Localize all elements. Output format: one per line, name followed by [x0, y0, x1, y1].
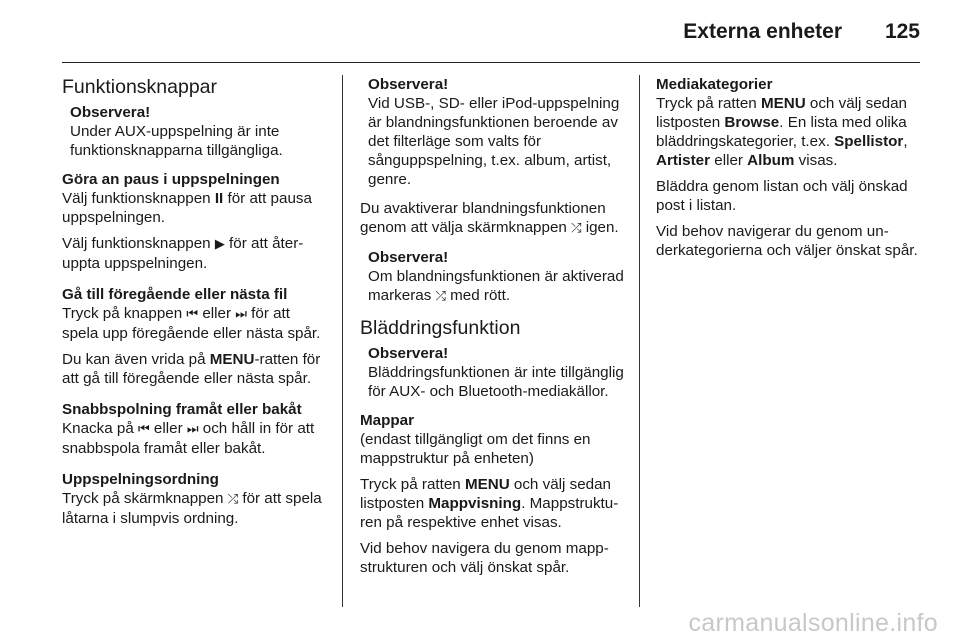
- watermark: carmanualsonline.info: [688, 609, 938, 637]
- subheading-folders: Mappar: [360, 412, 415, 429]
- heading-browse: Bläddringsfunktion: [360, 317, 521, 339]
- note-text: Bläddringsfunktionen är inte tillgänglig för AUX- och Bluetooth-mediakällor.: [368, 364, 624, 400]
- menu-key: MENU: [209, 351, 255, 368]
- section-title: Externa enheter: [683, 20, 842, 43]
- note-text: Under AUX-uppspelning är inte funktionsknapparna tillgängliga.: [70, 123, 283, 159]
- paragraph-folders-2: Tryck på ratten MENU och välj sedan listposten Mappvisning. Mappstrukturen på respektive enhet visas.: [360, 476, 619, 531]
- paragraph-folders-3: Vid behov navigera du genom mappstrukturen och välj önskat spår.: [360, 540, 609, 576]
- subheading-media: Mediakategorier: [656, 76, 773, 93]
- paragraph-media-2: Bläddra genom listan och välj önskad post i listan.: [656, 178, 908, 214]
- column-divider-1: [342, 75, 343, 607]
- column-2: [360, 75, 624, 584]
- subheading-fastforward: Snabbspolning framåt eller bakåt: [62, 401, 302, 418]
- paragraph-folders-1: (endast tillgängligt om det finns en mappstruktur på enheten): [360, 431, 591, 467]
- next-track-icon: ⏭: [235, 307, 247, 322]
- artists-key: Artister: [656, 152, 711, 169]
- heading-funktionsknappar: Funktionsknappar: [62, 76, 218, 98]
- paragraph-fastforward: Knacka på ⏮ eller ⏭ och håll in för att snabbspola framåt eller bakåt.: [62, 420, 315, 457]
- paragraph-order: Tryck på skärmknappen ⤮ för att spela låtarna i slumpvis ordning.: [62, 490, 322, 527]
- next-track-icon: ⏭: [186, 422, 199, 437]
- note-shuffle-red: [368, 248, 624, 306]
- note-label: Observera!: [70, 104, 151, 121]
- paragraph-media-3: Vid behov navigerar du genom underkategorierna och väljer önskat spår.: [656, 223, 918, 259]
- note-browse: [368, 344, 624, 401]
- note-shuffle-filter: [368, 75, 624, 189]
- paragraph-track-2: Du kan även vrida på MENU-ratten för att gå till föregående eller nästa spår.: [62, 351, 321, 387]
- browse-key: Browse: [724, 114, 780, 131]
- previous-track-icon: ⏮: [138, 422, 150, 437]
- previous-track-icon: ⏮: [186, 307, 199, 322]
- note-label: Observera!: [368, 249, 449, 266]
- column-1: [62, 75, 326, 535]
- paragraph-resume: Välj funktionsknappen ▶ för att återuppta uppspelningen.: [62, 235, 304, 272]
- note-label: Observera!: [368, 76, 449, 93]
- page-header: [0, 0, 960, 62]
- album-key: Album: [747, 152, 795, 169]
- playlists-key: Spellistor: [834, 133, 904, 150]
- pause-key: II: [214, 190, 224, 207]
- subheading-order: Uppspelningsordning: [62, 471, 219, 488]
- paragraph-deactivate: Du avaktiverar blandningsfunktionen genom att välja skärmknappen ⤮ igen.: [360, 200, 619, 236]
- column-3: [656, 75, 920, 267]
- header-divider: [62, 62, 920, 63]
- subheading-pause: Göra an paus i uppspelningen: [62, 171, 280, 188]
- note-aux: [70, 103, 326, 160]
- shuffle-icon: ⤮: [227, 492, 239, 507]
- note-text: Om blandningsfunktionen är aktiverad markeras ⤮ med rött.: [368, 268, 624, 304]
- play-icon: ▶: [214, 237, 225, 252]
- paragraph-media-1: Tryck på ratten MENU och välj sedan listposten Browse. En lista med olika bläddringskategorier, t.ex. Spellistor, Artister eller Album visas.: [656, 95, 908, 169]
- note-label: Observera!: [368, 345, 449, 362]
- menu-key: MENU: [760, 95, 806, 112]
- folder-view-key: Mappvisning: [428, 495, 522, 512]
- shuffle-icon: ⤮: [571, 221, 582, 236]
- page-number: 125: [884, 20, 920, 43]
- menu-key: MENU: [464, 476, 510, 493]
- shuffle-icon: ⤮: [435, 289, 446, 304]
- note-text: Vid USB-, SD- eller iPod-uppspelning är blandningsfunktionen beroende av det filterläge som valts för sånguppspelning, t.ex. album, artist, genre.: [368, 95, 620, 188]
- subheading-track: Gå till föregående eller nästa fil: [62, 286, 288, 303]
- paragraph-pause: Välj funktionsknappen II för att pausa uppspelningen.: [62, 190, 312, 226]
- column-divider-2: [639, 75, 640, 607]
- paragraph-track-1: Tryck på knappen ⏮ eller ⏭ för att spela upp föregående eller nästa spår.: [62, 305, 321, 342]
